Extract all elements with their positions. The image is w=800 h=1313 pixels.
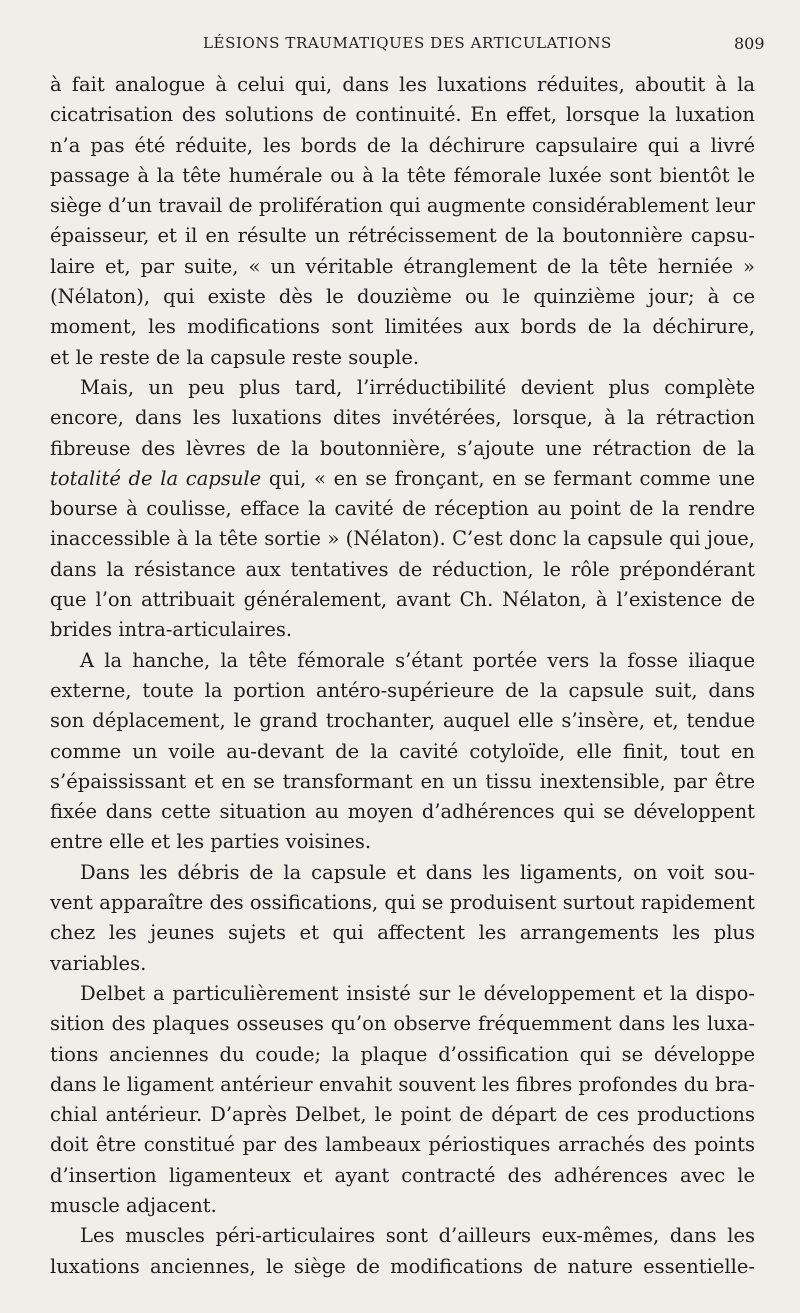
text-line: siège d’un travail de prolifération qui augmente considérablement leur bbox=[50, 194, 755, 218]
paragraph bbox=[50, 858, 755, 979]
text-line: chez les jeunes sujets et qui affectent les arrangements les plus bbox=[50, 921, 755, 945]
text-line: externe, toute la portion antéro-supérieure de la capsule suit, dans bbox=[50, 678, 755, 702]
text-line: moment, les modifications sont limitées aux bords de la déchirure, bbox=[50, 315, 755, 339]
text-line: variables. bbox=[50, 951, 147, 975]
body-text bbox=[50, 70, 755, 1282]
text-line: et le reste de la capsule reste souple. bbox=[50, 345, 420, 369]
text-line: Les muscles péri-articulaires sont d’ailleurs eux-mêmes, dans les bbox=[80, 1224, 755, 1248]
italic-phrase: totalité de la capsule bbox=[50, 466, 262, 490]
text-line: encore, dans les luxations dites invétérées, lorsque, à la rétraction bbox=[50, 406, 755, 430]
text-line: n’a pas été réduite, les bords de la déchirure capsulaire qui a livré bbox=[50, 133, 755, 157]
text-line: inaccessible à la tête sortie » (Nélaton). C’est donc la capsule qui joue, bbox=[50, 527, 755, 551]
paragraph bbox=[50, 373, 755, 646]
running-head bbox=[0, 34, 800, 58]
text-line: fixée dans cette situation au moyen d’adhérences qui se développent bbox=[50, 800, 755, 824]
paragraph bbox=[50, 646, 755, 858]
paragraph bbox=[50, 1221, 755, 1282]
text-line: cicatrisation des solutions de continuité. En effet, lorsque la luxation bbox=[50, 103, 755, 127]
text-line: luxations anciennes, le siège de modifications de nature essentielle- bbox=[50, 1254, 755, 1278]
text-line: Mais, un peu plus tard, l’irréductibilité devient plus complète bbox=[80, 375, 755, 399]
text-line: vent apparaître des ossifications, qui se produisent surtout rapidement bbox=[50, 891, 755, 915]
running-title: LÉSIONS TRAUMATIQUES DES ARTICULATIONS bbox=[203, 34, 612, 52]
text-line: s’épaississant et en se transformant en un tissu inextensible, par être bbox=[50, 769, 755, 793]
text-line: dans le ligament antérieur envahit souvent les fibres profondes du bra- bbox=[50, 1072, 755, 1096]
paragraph bbox=[50, 70, 755, 373]
text-line: tions anciennes du coude; la plaque d’ossification qui se développe bbox=[50, 1042, 755, 1066]
text-line: épaisseur, et il en résulte un rétrécissement de la boutonnière capsu- bbox=[50, 224, 755, 248]
text-line: laire et, par suite, « un véritable étranglement de la tête herniée » bbox=[50, 254, 755, 278]
page-number: 809 bbox=[734, 34, 765, 53]
text-line: que l’on attribuait généralement, avant Ch. Nélaton, à l’existence de bbox=[50, 588, 755, 612]
text-line: brides intra-articulaires. bbox=[50, 618, 293, 642]
text-line bbox=[50, 464, 755, 494]
text-line: à fait analogue à celui qui, dans les luxations réduites, aboutit à la bbox=[50, 73, 755, 96]
text-line-rest: qui, « en se fronçant, en se fermant comme une bbox=[261, 466, 755, 490]
text-line: Delbet a particulièrement insisté sur le développement et la dispo- bbox=[80, 981, 755, 1005]
text-line: d’insertion ligamenteux et ayant contracté des adhérences avec le bbox=[50, 1163, 755, 1187]
text-line: comme un voile au-devant de la cavité cotyloïde, elle finit, tout en bbox=[50, 739, 755, 763]
text-line: sition des plaques osseuses qu’on observe fréquemment dans les luxa- bbox=[50, 1012, 755, 1036]
text-line: fibreuse des lèvres de la boutonnière, s’ajoute une rétraction de la bbox=[50, 436, 755, 460]
text-line: muscle adjacent. bbox=[50, 1193, 217, 1217]
text-line: A la hanche, la tête fémorale s’étant portée vers la fosse iliaque bbox=[80, 648, 755, 672]
text-line: doit être constitué par des lambeaux périostiques arrachés des points bbox=[50, 1133, 755, 1157]
text-line: bourse à coulisse, efface la cavité de réception au point de la rendre bbox=[50, 497, 755, 521]
text-line: entre elle et les parties voisines. bbox=[50, 830, 372, 854]
text-line: son déplacement, le grand trochanter, auquel elle s’insère, et, tendue bbox=[50, 709, 755, 733]
text-line: chial antérieur. D’après Delbet, le point de départ de ces productions bbox=[50, 1103, 755, 1127]
text-line: Dans les débris de la capsule et dans les ligaments, on voit sou- bbox=[80, 860, 755, 884]
text-line: passage à la tête humérale ou à la tête fémorale luxée sont bientôt le bbox=[50, 163, 755, 187]
paragraph bbox=[50, 979, 755, 1221]
text-line: dans la résistance aux tentatives de réduction, le rôle prépondérant bbox=[50, 557, 755, 581]
text-line: (Nélaton), qui existe dès le douzième ou le quinzième jour; à ce bbox=[50, 285, 755, 309]
